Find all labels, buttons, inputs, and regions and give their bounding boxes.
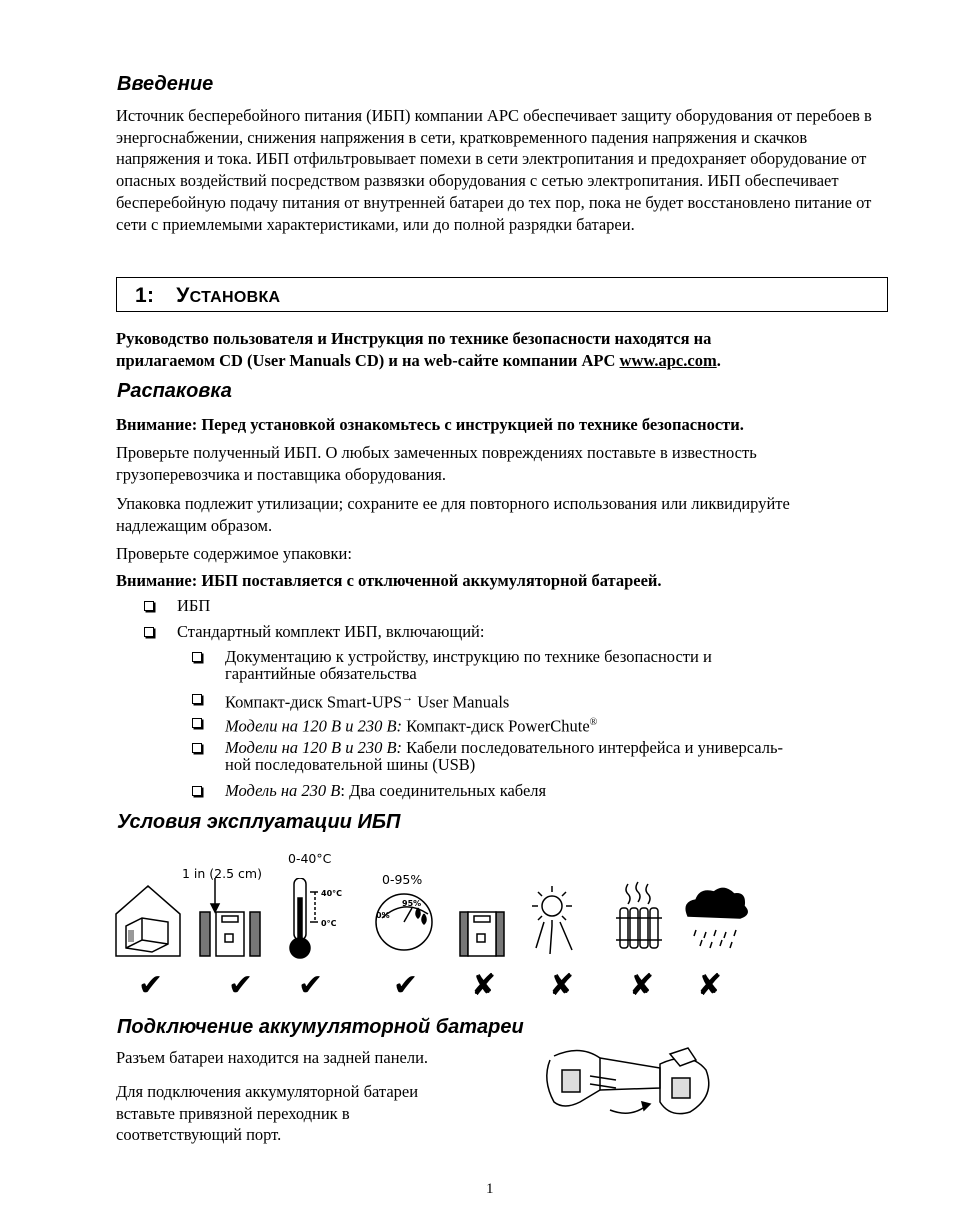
battery-p1: Разъем батареи находится на задней панели. xyxy=(116,1048,429,1067)
list-item xyxy=(225,648,712,682)
section-number: 1: xyxy=(135,284,155,307)
manual-note-line1: Руководство пользователя и Инструкция по технике безопасности находятся на xyxy=(116,329,712,348)
unpacking-heading: Распаковка xyxy=(117,380,232,402)
sub-item-text: : Два соединительных кабеля xyxy=(340,781,547,800)
manual-note-period: . xyxy=(716,350,721,370)
apc-website-link[interactable]: www.apc.com xyxy=(619,350,717,370)
list-item xyxy=(225,714,597,735)
checkbox-icon xyxy=(192,786,202,796)
unpacking-p1: Проверьте полученный ИБП. О любых замеченных повреждениях поставьте в известность грузоперевозчика и поставщика оборудования. xyxy=(116,443,757,484)
conditions-heading: Условия эксплуатации ИБП xyxy=(117,811,401,833)
list-item: Стандартный комплект ИБП, включающий: xyxy=(177,622,485,641)
intro-paragraph: Источник бесперебойного питания (ИБП) компании APC обеспечивает защиту оборудования от перебоев в энергоснабжении, снижения напряжения в сети, кратковременного падения напряжения и скачков напряжения и тока. ИБП отфильтровывает помехи в сети электропитания и предохраняет оборудование от опасных воздействий посредством развязки оборудования с сетью электропитания. ИБП обеспечивает бесперебойную подачу питания от внутренней батареи до тех пор, пока не будет восстановлено питание от сети с приемлемыми характеристиками, или до полной разрядки батареи. xyxy=(116,106,872,234)
indoor-house-icon xyxy=(116,886,180,956)
checkbox-icon xyxy=(192,743,202,753)
battery-p2-line2: вставьте привязной переходник в xyxy=(116,1103,350,1123)
allowed-check-icon: ✔ xyxy=(228,968,254,1003)
section-title-rest: СТАНОВКА xyxy=(189,289,281,306)
conditions-illustrations xyxy=(112,878,752,963)
humidity-high-label: 95% xyxy=(402,899,422,908)
not-allowed-cross-icon: ✘ xyxy=(549,968,575,1003)
page-number: 1 xyxy=(486,1181,494,1197)
humidity-low-label: 0% xyxy=(376,911,390,920)
allowed-check-icon: ✔ xyxy=(393,968,419,1003)
list-item xyxy=(225,782,546,799)
not-allowed-cross-icon: ✘ xyxy=(697,968,723,1003)
direct-sunlight-icon xyxy=(532,886,572,954)
intro-heading: Введение xyxy=(117,73,214,95)
clearance-label: 1 in (2.5 cm) xyxy=(182,866,262,881)
checkbox-icon xyxy=(192,652,202,662)
unpacking-p3: Проверьте содержимое упаковки: xyxy=(116,544,352,563)
not-allowed-cross-icon: ✘ xyxy=(629,968,655,1003)
battery-p2-line3: соответствующий порт. xyxy=(116,1125,282,1145)
section-header xyxy=(116,277,888,312)
sub-item-italic: Модель на 230 В xyxy=(225,781,341,800)
list-item: ИБП xyxy=(177,596,211,615)
battery-connector-illustration xyxy=(540,1040,720,1130)
trademark-arrow: → xyxy=(402,692,414,704)
manual-note-line2: прилагаемом CD (User Manuals CD) и на web-сайте компании APC xyxy=(116,350,620,370)
temperature-high-label: 40°C xyxy=(321,889,343,898)
registered-mark: ® xyxy=(589,717,598,728)
rain-cloud-icon xyxy=(686,888,747,948)
thermometer-icon xyxy=(290,878,342,958)
sub-item-italic: Модели на 120 В и 230 В: xyxy=(225,738,403,757)
section-title-first: У xyxy=(176,284,190,307)
checkbox-icon xyxy=(144,627,154,637)
sub-item-line2: ной последовательной шины (USB) xyxy=(225,755,476,774)
battery-p2 xyxy=(116,1081,418,1146)
sub-item-text: User Manuals xyxy=(413,692,510,712)
battery-disconnected-warning: Внимание: ИБП поставляется с отключенной аккумуляторной батареей. xyxy=(116,571,662,590)
heat-source-icon xyxy=(616,882,662,948)
humidity-gauge-icon xyxy=(376,894,432,950)
sub-item-italic: Модели на 120 В и 230 В: xyxy=(225,716,403,736)
unpacking-warning: Внимание: Перед установкой ознакомьтесь с инструкцией по технике безопасности. xyxy=(116,415,744,434)
checkbox-icon xyxy=(192,694,202,704)
humidity-range-label: 0-95% xyxy=(382,872,423,887)
list-item xyxy=(225,739,783,773)
checkbox-icon xyxy=(144,601,154,611)
sub-item-line2: гарантийные обязательства xyxy=(225,664,417,683)
battery-heading: Подключение аккумуляторной батареи xyxy=(117,1016,524,1038)
temperature-low-label: 0°C xyxy=(321,919,337,928)
checkbox-icon xyxy=(192,718,202,728)
allowed-check-icon: ✔ xyxy=(298,968,324,1003)
sub-item-text: Кабели последовательного интерфейса и универсаль- xyxy=(402,738,783,757)
ups-no-clearance-icon xyxy=(460,912,504,956)
allowed-check-icon: ✔ xyxy=(138,968,164,1003)
manual-note xyxy=(116,328,896,371)
unpacking-p2: Упаковка подлежит утилизации; сохраните ее для повторного использования или ликвидируйте надлежащим образом. xyxy=(116,494,790,535)
sub-item-line1: Документацию к устройству, инструкцию по технике безопасности и xyxy=(225,647,712,666)
ups-clearance-icon xyxy=(200,878,260,956)
sub-item-text: Компакт-диск Smart-UPS xyxy=(225,692,403,712)
temperature-range-label: 0-40°C xyxy=(288,851,332,866)
list-item xyxy=(225,690,509,711)
sub-item-text: Компакт-диск PowerChute xyxy=(402,716,590,736)
battery-p2-line1: Для подключения аккумуляторной батареи xyxy=(116,1082,419,1101)
not-allowed-cross-icon: ✘ xyxy=(471,968,497,1003)
